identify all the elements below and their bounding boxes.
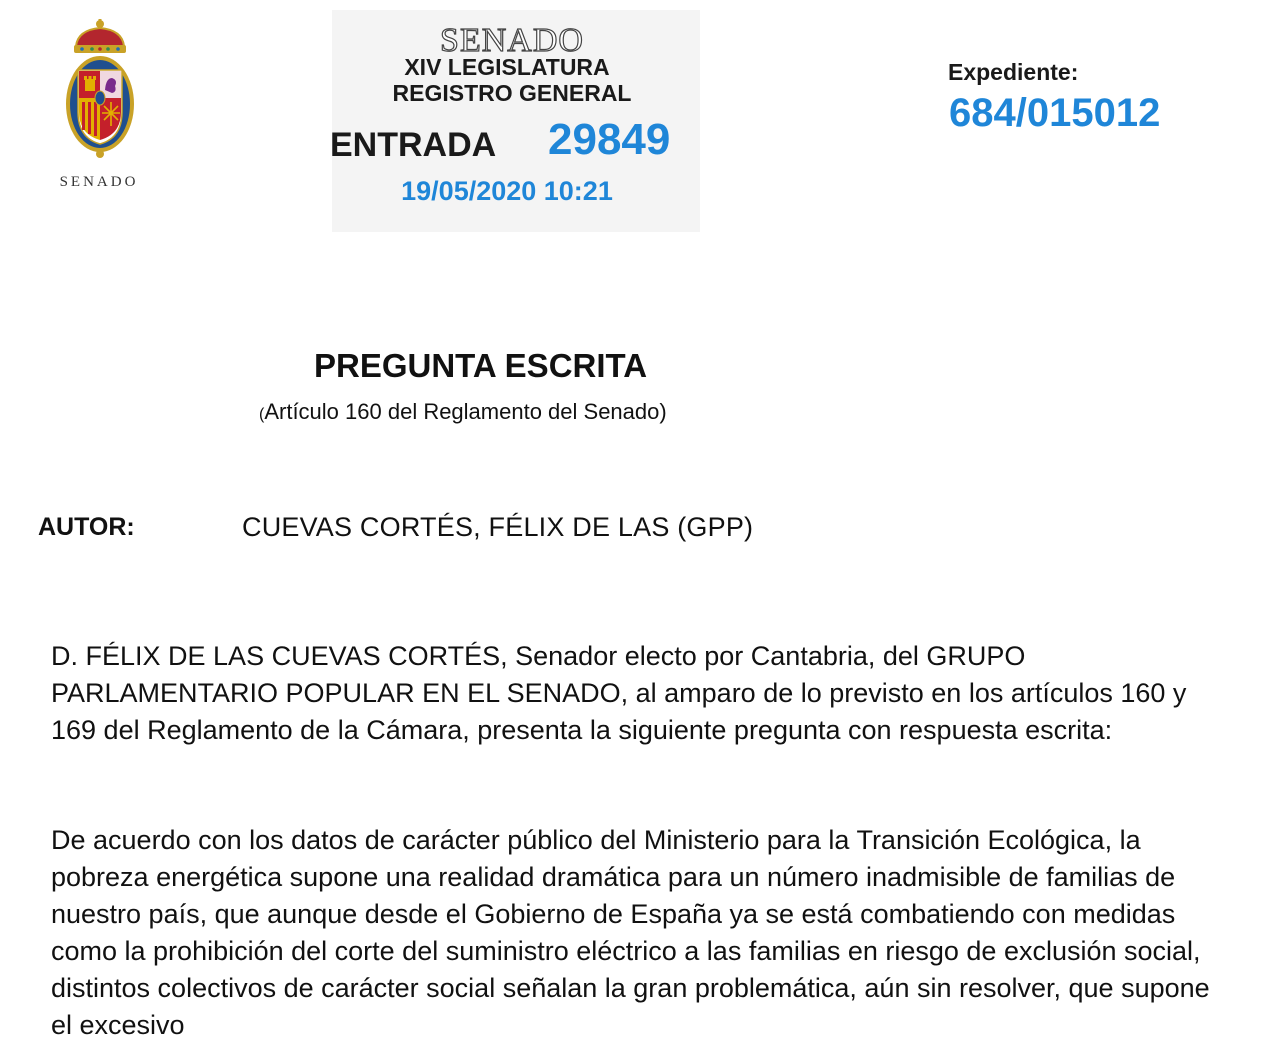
document-title: PREGUNTA ESCRITA <box>314 347 648 384</box>
subtitle-text: Artículo 160 del Reglamento del Senado) <box>264 399 667 424</box>
document-subtitle <box>259 398 667 429</box>
stamp-legislatura: XIV LEGISLATURA <box>404 54 610 80</box>
crown-icon <box>74 19 126 53</box>
author-value: CUEVAS CORTÉS, FÉLIX DE LAS (GPP) <box>242 512 754 542</box>
stamp-entrada-label: ENTRADA <box>330 126 497 164</box>
expediente-number: 684/015012 <box>949 91 1161 135</box>
crest-caption: SENADO <box>59 174 139 190</box>
body-paragraph: De acuerdo con los datos de carácter público del Ministerio para la Transición Ecológica, la pobreza energética supone una realidad dramática para un número inadmisible de familias de nuestro país, que aunque desde el Gobierno de España ya se está combatiendo con medidas como la prohibición del corte del suministro eléctrico a las familias en riesgo de exclusión social, distintos colectivos de carácter social señalan la gran problemática, aún sin resolver, que supone el excesivo <box>51 825 1210 1040</box>
registry-stamp <box>332 10 700 232</box>
expediente-label: Expediente: <box>948 59 1079 85</box>
subtitle-open-paren: ( <box>259 406 265 423</box>
senado-crest <box>40 14 160 190</box>
stamp-institution: SENADO <box>440 22 584 59</box>
author-label: AUTOR: <box>38 513 135 541</box>
coat-of-arms-icon <box>58 16 142 166</box>
stamp-registro: REGISTRO GENERAL <box>392 80 632 106</box>
stamp-datetime: 19/05/2020 10:21 <box>401 176 613 206</box>
stamp-entrada-number: 29849 <box>548 115 671 164</box>
body-paragraph: D. FÉLIX DE LAS CUEVAS CORTÉS, Senador electo por Cantabria, del GRUPO PARLAMENTARIO POPULAR EN EL SENADO, al amparo de lo previsto en los artículos 160 y 169 del Reglamento de la Cámara, presenta la siguiente pregunta con respuesta escrita: <box>51 641 1187 745</box>
